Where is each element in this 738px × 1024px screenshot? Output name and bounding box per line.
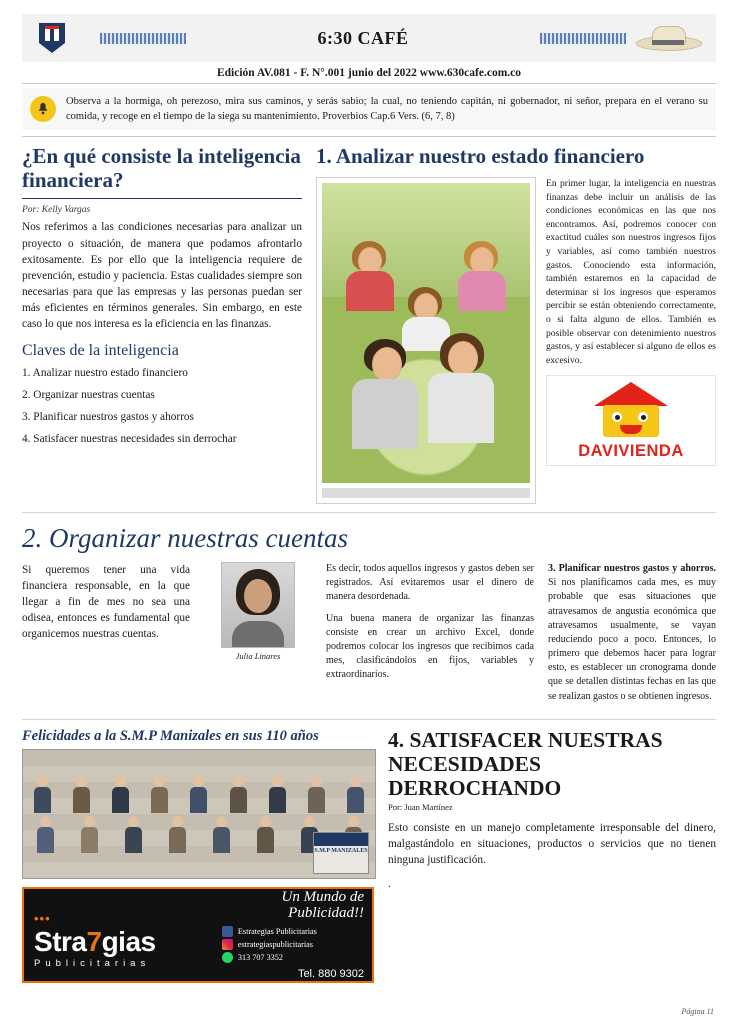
masthead [22,14,716,62]
smp-badge [313,832,369,874]
right-headline: 1. Analizar nuestro estado financiero [316,144,645,169]
divider-section3 [22,719,716,720]
section4-trailing-dot: . [388,878,391,891]
edition-line: Edición AV.081 - F. N°.001 junio del 2022 www.630cafe.com.co [22,62,716,84]
section2-col3-p1: Es decir, todos aquellos ingresos y gastos deben ser registrados. Así evitaremos usar el dinero de manera desordenada. [326,562,534,603]
ad-facebook-row[interactable] [222,926,364,937]
left-article [22,145,302,504]
ad-brand-mid: tra [52,926,87,958]
smp-group-photo [22,749,376,879]
ad-facebook-handle: Estrategias Publicitarias [237,926,317,936]
list-item: 3. Planificar nuestros gastos y ahorros [22,411,194,424]
shield-icon [37,21,67,55]
facebook-icon [222,926,233,937]
verse-banner [22,88,716,130]
portrait-caption: Julia Linares [235,650,281,661]
ad-brand-dots: ••• [34,911,51,927]
ad-brand-post: gias [101,926,156,958]
ad-telephone: Tel. 880 9302 [297,967,364,980]
left-headline: ¿En qué consiste la inteligencia financiera? [22,144,301,192]
keys-title: Claves de la inteligencia [22,341,179,359]
keys-list [22,366,302,448]
main-columns [22,145,716,504]
section2-col4-lead: 3. Planificar nuestros gastos y ahorros. [548,562,716,574]
davivienda-wordmark: DAVIVIENDA [578,442,684,461]
ad-brand-seven: 7 [86,926,102,958]
estra7gias-publicitarias-ad[interactable] [22,887,374,983]
section2-col4-body: Si nos planificamos cada mes, es muy probable que esas situaciones que atravesamos de angustia económica que atravesamos usualmente, se vayan reduciendo poco a poco. Entonces, lo primero que debemos hacer para lograr esto, es establecer un cronograma donde que se detallen distintas fechas en las que se realizan gastos o se obtienen ingresos. [548,577,716,702]
section3 [22,728,716,983]
ad-brand [34,900,222,956]
section4-body: Esto consiste en un manejo completamente irresponsable del dinero, malgastándolo en situaciones, productos o servicios que no tienen ninguna justificación. [388,822,716,867]
section2-col1: Si queremos tener una vida financiera responsable, en la que llegar a fin de mes no sea una odisea, entonces es fundamental que organicemos nuestras cuentas. [22,563,190,641]
decorative-bar-right [540,33,626,44]
ad-whatsapp-row[interactable] [222,952,364,963]
page-number: Página 11 [681,1007,714,1016]
ad-claim: Un Mundo de Publicidad!! [281,889,364,921]
davivienda-ad[interactable] [546,375,716,466]
decorative-bar-left [100,33,186,44]
page-title: 6:30 CAFÉ [317,27,409,48]
instagram-icon [222,939,233,950]
list-item: 4. Satisfacer nuestras necesidades sin derrochar [22,433,237,446]
section4-byline: Por: Juan Martínez [388,802,453,813]
julia-linares-portrait [221,562,295,648]
right-body: En primer lugar, la inteligencia en nuestras finanzas debe incluir un análisis de las condiciones económicas en las que nos encontramos. Así, podremos conocer con exactitud cuáles son nuestros ingresos fijos y variables, así como también nuestros gastos. Conociendo esta información, también estaremos en la capacidad de determinar si los ingresos que esperamos percibir se están obteniendo correctamente, o si falta alguno de ellos. También es posible observar con detenimiento nuestros gastos, y así establecer si alguno de ellos es excesivo. [546,177,716,366]
section4-headline: 4. SATISFACER NUESTRAS NECESIDADES DERROCHANDO [388,727,663,800]
list-item: 1. Analizar nuestro estado financiero [22,366,188,379]
ad-instagram-row[interactable] [222,939,364,950]
ad-instagram-handle: estrategiaspublicitarias [237,939,313,949]
ad-subtitle: Publicitarias [34,958,151,970]
bell-icon [30,96,56,122]
left-byline: Por: Kelly Vargas [22,205,91,216]
smp-title: Felicidades a la S.M.P Manizales en sus 110 años [22,727,319,744]
section2-columns [22,562,716,711]
family-in-park-photo [316,177,536,504]
divider-section2 [22,512,716,513]
ad-whatsapp-number: 313 707 3352 [237,952,283,962]
davivienda-house-icon [594,382,668,438]
right-article [316,145,716,504]
divider-top [22,136,716,137]
straw-hat-icon [636,21,700,55]
ad-brand-pre: S [34,926,53,958]
list-item: 2. Organizar nuestras cuentas [22,388,155,401]
verse-text: Observa a la hormiga, oh perezoso, mira sus caminos, y serás sabio; la cual, no teniendo capitán, ni gobernador, ni señor, prepara en el verano su comida, y recoge en el tiempo de la siega su mantenimiento. Proverbios Cap.6 Vers. (6, 7, 8) [66,96,708,123]
headline-underline [22,198,302,199]
section2-title: 2. Organizar nuestras cuentas [22,522,349,553]
coffee-shield-logo [32,19,72,57]
left-body: Nos referimos a las condiciones necesarias para analizar un proyecto o situación, de manera que podamos afrontarlo exitosamente. Es por ello que la inteligencia requiere de prevención, estudio y paciencia. Estas cualidades siempre son necesarias para que las empresas y las personas puedan ser más eficientes en términos generales. Sin embargo, en este caso lo que nos interesa es la eficiencia en las finanzas. [22,221,302,330]
whatsapp-icon [222,952,233,963]
section2-col3-p2: Una buena manera de organizar las finanzas consiste en crear un archivo Excel, donde podremos colocar los ingresos que recibimos cada mes, clasificándolos en fijos, variables y extraordinarios. [326,612,534,681]
smp-badge-text: S.M.P MANIZALES [314,847,368,854]
